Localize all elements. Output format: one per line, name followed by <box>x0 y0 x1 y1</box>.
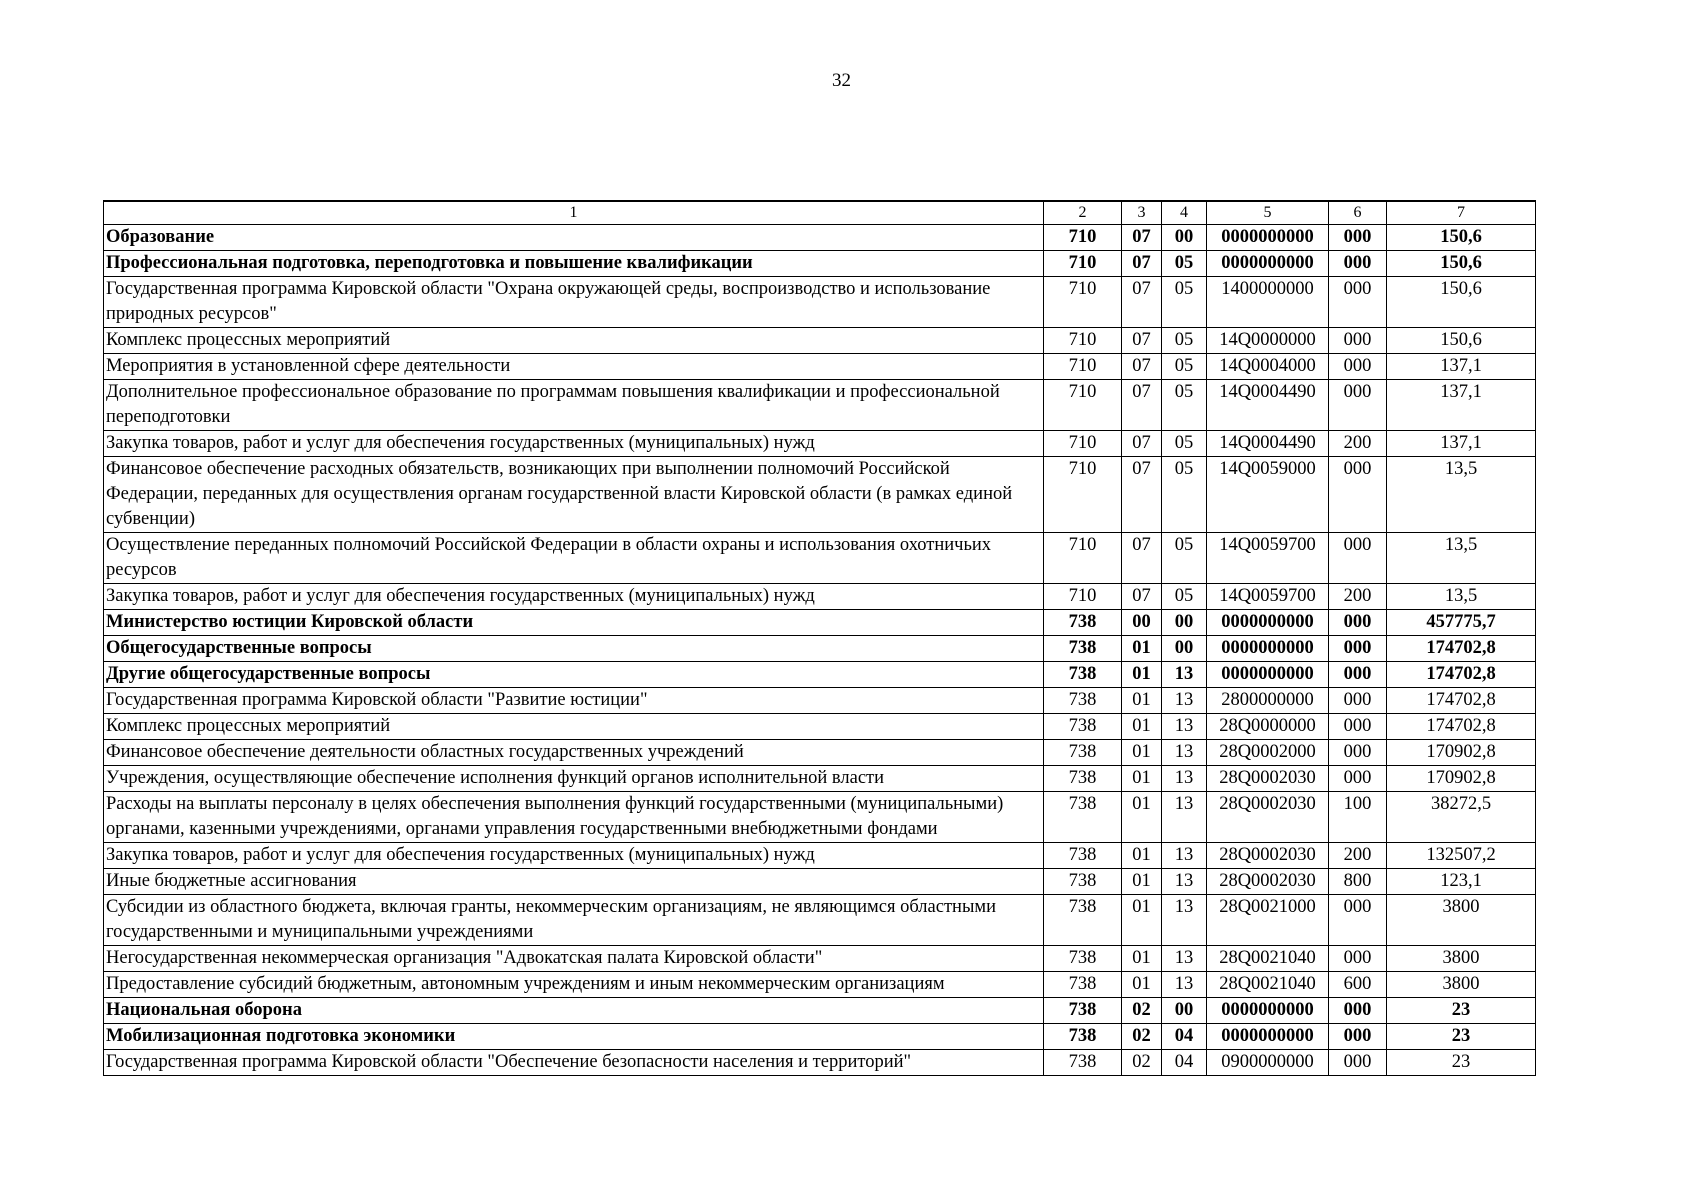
row-admin-code-cell: 738 <box>1044 740 1122 766</box>
row-expense-type-cell: 600 <box>1329 972 1387 998</box>
row-amount-cell: 150,6 <box>1387 251 1536 277</box>
row-admin-code-cell: 738 <box>1044 662 1122 688</box>
row-admin-code-cell: 710 <box>1044 457 1122 533</box>
row-target-article-cell: 14Q0004490 <box>1207 380 1329 431</box>
row-name-cell: Комплекс процессных мероприятий <box>104 714 1044 740</box>
row-expense-type-cell: 000 <box>1329 946 1387 972</box>
row-expense-type-cell: 000 <box>1329 740 1387 766</box>
row-target-article-cell: 1400000000 <box>1207 277 1329 328</box>
row-amount-cell: 3800 <box>1387 895 1536 946</box>
row-expense-type-cell: 000 <box>1329 714 1387 740</box>
row-target-article-cell: 0000000000 <box>1207 225 1329 251</box>
row-target-article-cell: 14Q0004490 <box>1207 431 1329 457</box>
row-target-article-cell: 28Q0002000 <box>1207 740 1329 766</box>
table-row <box>104 380 1536 431</box>
row-target-article-cell: 0000000000 <box>1207 662 1329 688</box>
row-amount-cell: 174702,8 <box>1387 714 1536 740</box>
row-admin-code-cell: 710 <box>1044 277 1122 328</box>
table-row <box>104 457 1536 533</box>
table-row <box>104 662 1536 688</box>
page-number: 32 <box>832 70 851 91</box>
row-name-cell: Общегосударственные вопросы <box>104 636 1044 662</box>
row-admin-code-cell: 738 <box>1044 610 1122 636</box>
row-section-cell: 01 <box>1122 946 1162 972</box>
row-target-article-cell: 14Q0059700 <box>1207 584 1329 610</box>
row-amount-cell: 170902,8 <box>1387 766 1536 792</box>
table-row <box>104 1050 1536 1076</box>
row-subsection-cell: 05 <box>1162 533 1207 584</box>
row-subsection-cell: 00 <box>1162 610 1207 636</box>
row-expense-type-cell: 000 <box>1329 610 1387 636</box>
row-target-article-cell: 0000000000 <box>1207 1024 1329 1050</box>
row-expense-type-cell: 000 <box>1329 895 1387 946</box>
row-admin-code-cell: 738 <box>1044 895 1122 946</box>
table-row <box>104 895 1536 946</box>
row-section-cell: 02 <box>1122 998 1162 1024</box>
table-row <box>104 225 1536 251</box>
row-name-cell: Другие общегосударственные вопросы <box>104 662 1044 688</box>
row-subsection-cell: 13 <box>1162 843 1207 869</box>
row-expense-type-cell: 200 <box>1329 431 1387 457</box>
row-section-cell: 01 <box>1122 895 1162 946</box>
header-col-5: 5 <box>1207 201 1329 225</box>
row-admin-code-cell: 738 <box>1044 714 1122 740</box>
row-target-article-cell: 14Q0004000 <box>1207 354 1329 380</box>
row-subsection-cell: 13 <box>1162 946 1207 972</box>
row-expense-type-cell: 000 <box>1329 636 1387 662</box>
row-section-cell: 07 <box>1122 328 1162 354</box>
row-subsection-cell: 13 <box>1162 766 1207 792</box>
header-col-4: 4 <box>1162 201 1207 225</box>
table-row <box>104 277 1536 328</box>
row-name-cell: Финансовое обеспечение деятельности областных государственных учреждений <box>104 740 1044 766</box>
table-row <box>104 766 1536 792</box>
row-section-cell: 07 <box>1122 354 1162 380</box>
row-amount-cell: 150,6 <box>1387 328 1536 354</box>
header-col-3: 3 <box>1122 201 1162 225</box>
row-amount-cell: 3800 <box>1387 946 1536 972</box>
row-section-cell: 07 <box>1122 251 1162 277</box>
row-subsection-cell: 13 <box>1162 895 1207 946</box>
row-admin-code-cell: 738 <box>1044 688 1122 714</box>
row-subsection-cell: 13 <box>1162 792 1207 843</box>
row-admin-code-cell: 738 <box>1044 946 1122 972</box>
row-target-article-cell: 28Q0002030 <box>1207 766 1329 792</box>
row-amount-cell: 123,1 <box>1387 869 1536 895</box>
row-expense-type-cell: 000 <box>1329 457 1387 533</box>
row-amount-cell: 23 <box>1387 998 1536 1024</box>
row-subsection-cell: 05 <box>1162 431 1207 457</box>
row-target-article-cell: 28Q0000000 <box>1207 714 1329 740</box>
row-target-article-cell: 28Q0021040 <box>1207 972 1329 998</box>
row-name-cell: Министерство юстиции Кировской области <box>104 610 1044 636</box>
row-expense-type-cell: 000 <box>1329 277 1387 328</box>
row-admin-code-cell: 738 <box>1044 843 1122 869</box>
row-admin-code-cell: 710 <box>1044 328 1122 354</box>
row-name-cell: Образование <box>104 225 1044 251</box>
row-subsection-cell: 13 <box>1162 688 1207 714</box>
row-section-cell: 07 <box>1122 584 1162 610</box>
row-expense-type-cell: 200 <box>1329 843 1387 869</box>
table-row <box>104 636 1536 662</box>
table-row <box>104 946 1536 972</box>
row-section-cell: 01 <box>1122 636 1162 662</box>
row-amount-cell: 3800 <box>1387 972 1536 998</box>
row-subsection-cell: 13 <box>1162 714 1207 740</box>
row-section-cell: 01 <box>1122 688 1162 714</box>
row-amount-cell: 13,5 <box>1387 584 1536 610</box>
table-row <box>104 354 1536 380</box>
row-section-cell: 02 <box>1122 1024 1162 1050</box>
table-row <box>104 688 1536 714</box>
row-admin-code-cell: 710 <box>1044 225 1122 251</box>
row-admin-code-cell: 710 <box>1044 431 1122 457</box>
row-target-article-cell: 2800000000 <box>1207 688 1329 714</box>
row-amount-cell: 137,1 <box>1387 380 1536 431</box>
row-name-cell: Негосударственная некоммерческая организация "Адвокатская палата Кировской области" <box>104 946 1044 972</box>
row-target-article-cell: 28Q0021040 <box>1207 946 1329 972</box>
row-name-cell: Комплекс процессных мероприятий <box>104 328 1044 354</box>
row-subsection-cell: 13 <box>1162 740 1207 766</box>
table-row <box>104 998 1536 1024</box>
row-admin-code-cell: 710 <box>1044 584 1122 610</box>
row-expense-type-cell: 000 <box>1329 328 1387 354</box>
header-col-6: 6 <box>1329 201 1387 225</box>
row-amount-cell: 137,1 <box>1387 354 1536 380</box>
row-section-cell: 01 <box>1122 740 1162 766</box>
table-row <box>104 328 1536 354</box>
table-row <box>104 1024 1536 1050</box>
row-name-cell: Дополнительное профессиональное образование по программам повышения квалификации и профессиональной переподготовки <box>104 380 1044 431</box>
row-admin-code-cell: 738 <box>1044 766 1122 792</box>
row-amount-cell: 137,1 <box>1387 431 1536 457</box>
row-name-cell: Мероприятия в установленной сфере деятельности <box>104 354 1044 380</box>
row-section-cell: 07 <box>1122 457 1162 533</box>
row-amount-cell: 23 <box>1387 1024 1536 1050</box>
row-admin-code-cell: 710 <box>1044 354 1122 380</box>
row-section-cell: 01 <box>1122 662 1162 688</box>
row-subsection-cell: 05 <box>1162 354 1207 380</box>
row-name-cell: Закупка товаров, работ и услуг для обеспечения государственных (муниципальных) нужд <box>104 843 1044 869</box>
row-target-article-cell: 0900000000 <box>1207 1050 1329 1076</box>
row-admin-code-cell: 738 <box>1044 1024 1122 1050</box>
header-col-1: 1 <box>104 201 1044 225</box>
row-target-article-cell: 0000000000 <box>1207 636 1329 662</box>
row-amount-cell: 23 <box>1387 1050 1536 1076</box>
table-row <box>104 869 1536 895</box>
row-expense-type-cell: 000 <box>1329 354 1387 380</box>
row-section-cell: 01 <box>1122 972 1162 998</box>
row-subsection-cell: 05 <box>1162 380 1207 431</box>
row-target-article-cell: 0000000000 <box>1207 610 1329 636</box>
table-row <box>104 740 1536 766</box>
row-target-article-cell: 28Q0002030 <box>1207 869 1329 895</box>
table-row <box>104 431 1536 457</box>
row-subsection-cell: 13 <box>1162 869 1207 895</box>
row-target-article-cell: 14Q0059000 <box>1207 457 1329 533</box>
row-section-cell: 07 <box>1122 533 1162 584</box>
row-expense-type-cell: 000 <box>1329 1050 1387 1076</box>
row-amount-cell: 150,6 <box>1387 225 1536 251</box>
table-row <box>104 843 1536 869</box>
row-subsection-cell: 05 <box>1162 277 1207 328</box>
row-admin-code-cell: 738 <box>1044 792 1122 843</box>
table-row <box>104 610 1536 636</box>
row-amount-cell: 457775,7 <box>1387 610 1536 636</box>
row-amount-cell: 13,5 <box>1387 533 1536 584</box>
row-admin-code-cell: 738 <box>1044 998 1122 1024</box>
row-name-cell: Профессиональная подготовка, переподготовка и повышение квалификации <box>104 251 1044 277</box>
row-section-cell: 07 <box>1122 277 1162 328</box>
row-subsection-cell: 04 <box>1162 1024 1207 1050</box>
row-subsection-cell: 00 <box>1162 636 1207 662</box>
budget-table-container <box>103 200 1535 1076</box>
row-admin-code-cell: 738 <box>1044 869 1122 895</box>
row-expense-type-cell: 000 <box>1329 225 1387 251</box>
table-row <box>104 972 1536 998</box>
row-amount-cell: 13,5 <box>1387 457 1536 533</box>
row-subsection-cell: 13 <box>1162 972 1207 998</box>
row-name-cell: Предоставление субсидий бюджетным, автономным учреждениям и иным некоммерческим организациям <box>104 972 1044 998</box>
row-target-article-cell: 28Q0021000 <box>1207 895 1329 946</box>
row-section-cell: 01 <box>1122 792 1162 843</box>
row-section-cell: 01 <box>1122 843 1162 869</box>
row-name-cell: Государственная программа Кировской области "Обеспечение безопасности населения и территорий" <box>104 1050 1044 1076</box>
row-amount-cell: 38272,5 <box>1387 792 1536 843</box>
row-subsection-cell: 05 <box>1162 328 1207 354</box>
row-admin-code-cell: 710 <box>1044 251 1122 277</box>
row-admin-code-cell: 710 <box>1044 380 1122 431</box>
row-amount-cell: 174702,8 <box>1387 636 1536 662</box>
row-name-cell: Национальная оборона <box>104 998 1044 1024</box>
row-expense-type-cell: 800 <box>1329 869 1387 895</box>
row-name-cell: Иные бюджетные ассигнования <box>104 869 1044 895</box>
row-expense-type-cell: 200 <box>1329 584 1387 610</box>
row-expense-type-cell: 100 <box>1329 792 1387 843</box>
row-expense-type-cell: 000 <box>1329 380 1387 431</box>
row-subsection-cell: 04 <box>1162 1050 1207 1076</box>
row-name-cell: Государственная программа Кировской области "Охрана окружающей среды, воспроизводство и использование природных ресурсов" <box>104 277 1044 328</box>
row-section-cell: 07 <box>1122 431 1162 457</box>
row-subsection-cell: 00 <box>1162 225 1207 251</box>
row-section-cell: 01 <box>1122 766 1162 792</box>
table-row <box>104 584 1536 610</box>
row-expense-type-cell: 000 <box>1329 998 1387 1024</box>
row-admin-code-cell: 738 <box>1044 1050 1122 1076</box>
row-expense-type-cell: 000 <box>1329 1024 1387 1050</box>
row-target-article-cell: 0000000000 <box>1207 251 1329 277</box>
row-amount-cell: 132507,2 <box>1387 843 1536 869</box>
row-admin-code-cell: 738 <box>1044 636 1122 662</box>
row-subsection-cell: 05 <box>1162 251 1207 277</box>
row-target-article-cell: 0000000000 <box>1207 998 1329 1024</box>
header-col-2: 2 <box>1044 201 1122 225</box>
table-row <box>104 533 1536 584</box>
row-amount-cell: 170902,8 <box>1387 740 1536 766</box>
row-expense-type-cell: 000 <box>1329 662 1387 688</box>
row-expense-type-cell: 000 <box>1329 766 1387 792</box>
row-expense-type-cell: 000 <box>1329 688 1387 714</box>
row-subsection-cell: 13 <box>1162 662 1207 688</box>
row-subsection-cell: 05 <box>1162 457 1207 533</box>
row-name-cell: Закупка товаров, работ и услуг для обеспечения государственных (муниципальных) нужд <box>104 431 1044 457</box>
row-amount-cell: 174702,8 <box>1387 662 1536 688</box>
row-name-cell: Государственная программа Кировской области "Развитие юстиции" <box>104 688 1044 714</box>
row-name-cell: Финансовое обеспечение расходных обязательств, возникающих при выполнении полномочий Российской Федерации, переданных для осуществления органам государственной власти Кировской области (в рамках единой субвенции) <box>104 457 1044 533</box>
row-expense-type-cell: 000 <box>1329 533 1387 584</box>
row-target-article-cell: 14Q0000000 <box>1207 328 1329 354</box>
table-row <box>104 792 1536 843</box>
row-subsection-cell: 05 <box>1162 584 1207 610</box>
row-admin-code-cell: 710 <box>1044 533 1122 584</box>
row-admin-code-cell: 738 <box>1044 972 1122 998</box>
row-subsection-cell: 00 <box>1162 998 1207 1024</box>
row-section-cell: 01 <box>1122 869 1162 895</box>
row-section-cell: 02 <box>1122 1050 1162 1076</box>
row-section-cell: 07 <box>1122 380 1162 431</box>
row-expense-type-cell: 000 <box>1329 251 1387 277</box>
row-section-cell: 00 <box>1122 610 1162 636</box>
table-row <box>104 714 1536 740</box>
row-name-cell: Осуществление переданных полномочий Российской Федерации в области охраны и использования охотничьих ресурсов <box>104 533 1044 584</box>
row-amount-cell: 174702,8 <box>1387 688 1536 714</box>
row-name-cell: Мобилизационная подготовка экономики <box>104 1024 1044 1050</box>
row-target-article-cell: 28Q0002030 <box>1207 843 1329 869</box>
row-amount-cell: 150,6 <box>1387 277 1536 328</box>
table-row <box>104 251 1536 277</box>
row-name-cell: Расходы на выплаты персоналу в целях обеспечения выполнения функций государственными (муниципальными) органами, казенными учреждениями, органами управления государственными внебюджетными фондами <box>104 792 1044 843</box>
row-name-cell: Субсидии из областного бюджета, включая гранты, некоммерческим организациям, не являющимся областными государственными и муниципальными учреждениями <box>104 895 1044 946</box>
row-target-article-cell: 14Q0059700 <box>1207 533 1329 584</box>
row-name-cell: Учреждения, осуществляющие обеспечение исполнения функций органов исполнительной власти <box>104 766 1044 792</box>
row-section-cell: 01 <box>1122 714 1162 740</box>
row-section-cell: 07 <box>1122 225 1162 251</box>
row-name-cell: Закупка товаров, работ и услуг для обеспечения государственных (муниципальных) нужд <box>104 584 1044 610</box>
row-target-article-cell: 28Q0002030 <box>1207 792 1329 843</box>
budget-table <box>103 200 1536 1076</box>
header-col-7: 7 <box>1387 201 1536 225</box>
table-header-row <box>104 201 1536 225</box>
